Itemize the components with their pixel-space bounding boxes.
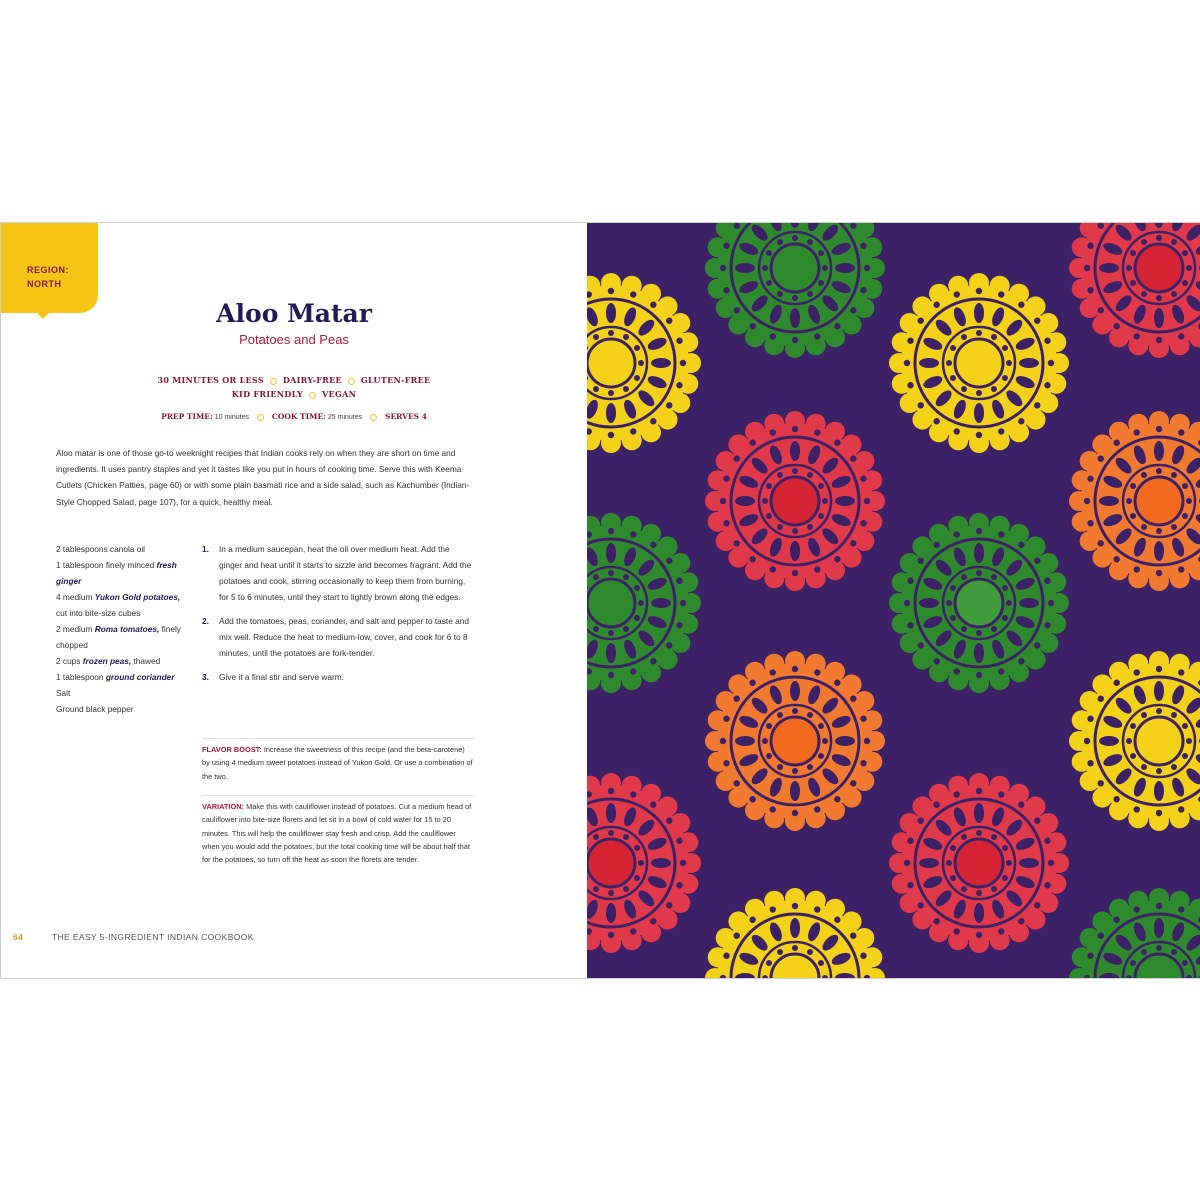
variation-label: VARIATION: bbox=[202, 802, 245, 811]
tag-label: DAIRY-FREE bbox=[282, 375, 342, 385]
separator-dot-icon bbox=[370, 414, 377, 421]
instruction-step bbox=[202, 541, 474, 605]
ingredient-item: 2 medium Roma tomatoes, finely chopped bbox=[56, 624, 181, 650]
mandala-motif bbox=[587, 273, 701, 453]
recipe-title: Aloo Matar bbox=[216, 299, 372, 328]
step-number: 3. bbox=[202, 672, 209, 682]
right-page-pattern bbox=[587, 223, 1200, 978]
mandala-motif bbox=[1069, 888, 1200, 978]
instruction-steps bbox=[202, 541, 474, 693]
instruction-step bbox=[202, 669, 474, 685]
region-value: NORTH bbox=[27, 279, 62, 289]
variation-note bbox=[202, 795, 474, 866]
mandala-motif bbox=[1069, 223, 1200, 358]
mandala-motif bbox=[889, 273, 1069, 453]
mandala-pattern bbox=[587, 223, 1200, 978]
mandala-motif bbox=[705, 223, 885, 358]
left-page bbox=[1, 223, 587, 978]
tag-label: VEGAN bbox=[322, 389, 357, 399]
book-spread bbox=[0, 222, 1200, 979]
recipe-times bbox=[1, 412, 587, 421]
mandala-motif bbox=[705, 411, 885, 591]
tag-label: 30 MINUTES OR LESS bbox=[157, 375, 264, 385]
separator-dot-icon bbox=[309, 392, 316, 399]
tag-label: GLUTEN-FREE bbox=[360, 375, 431, 385]
region-tab-text bbox=[27, 263, 69, 291]
ingredient-item: Ground black pepper bbox=[56, 704, 134, 714]
step-number: 2. bbox=[202, 616, 209, 626]
mandala-motif bbox=[889, 513, 1069, 693]
ingredient-item: 2 cups frozen peas, thawed bbox=[56, 656, 161, 666]
ingredient-item: 1 tablespoon finely minced fresh ginger bbox=[56, 560, 177, 586]
mandala-motif bbox=[1069, 651, 1200, 831]
cook-time-label: COOK TIME: bbox=[271, 412, 326, 421]
mandala-motif bbox=[587, 773, 701, 953]
region-label: REGION: bbox=[27, 265, 70, 275]
separator-dot-icon bbox=[257, 414, 264, 421]
prep-time-label: PREP TIME: bbox=[161, 412, 213, 421]
mandala-motif bbox=[889, 773, 1069, 953]
ingredient-item: 1 tablespoon ground coriander bbox=[56, 672, 175, 682]
flavor-boost-note bbox=[202, 738, 474, 783]
recipe-subtitle: Potatoes and Peas bbox=[239, 332, 349, 347]
flavor-boost-text: Increase the sweetness of this recipe (and the beta-carotene) by using 4 medium sweet potatoes instead of Yukon Gold. Or use a combination of the two. bbox=[202, 745, 473, 781]
dietary-tags-row-1 bbox=[1, 375, 587, 385]
ingredient-item: 2 tablespoons canola oil bbox=[56, 544, 146, 554]
ingredient-list bbox=[56, 541, 186, 717]
prep-time-value: 10 minutes bbox=[214, 414, 249, 421]
step-text: In a medium saucepan, heat the oil over medium heat. Add the ginger and heat until it starts to sizzle and becomes fragrant. Add the potatoes and cook, stirring occasionally to keep them from burning, for 5 to 6 minutes, until they start to lightly brown along the edges. bbox=[219, 544, 472, 602]
separator-dot-icon bbox=[270, 378, 277, 385]
dietary-tags-row-2 bbox=[1, 389, 587, 399]
instruction-step bbox=[202, 613, 474, 661]
ingredient-item: Salt bbox=[56, 688, 71, 698]
step-text: Give it a final stir and serve warm. bbox=[219, 672, 344, 682]
variation-text: Make this with cauliflower instead of potatoes. Cut a medium head of cauliflower into bite-size florets and let sit in a bowl of cold water for 15 to 20 minutes. This will help the cauliflower stay fresh and crisp. Add the cauliflower when you would add the potatoes, but the total cooking time will be about half that for the potatoes, so turn off the heat as soon the florets are tender. bbox=[202, 802, 472, 865]
tag-label: KID FRIENDLY bbox=[231, 389, 304, 399]
separator-dot-icon bbox=[348, 378, 355, 385]
page-footer bbox=[13, 932, 254, 942]
step-number: 1. bbox=[202, 544, 209, 554]
page-number: 64 bbox=[13, 932, 24, 942]
step-text: Add the tomatoes, peas, coriander, and salt and pepper to taste and mix well. Reduce the heat to medium-low, cover, and cook for 6 to 8 minutes, until the potatoes are fork-tender. bbox=[219, 616, 470, 658]
cook-time-value: 25 minutes bbox=[327, 414, 363, 421]
ingredient-item: 4 medium Yukon Gold potatoes, cut into bite-size cubes bbox=[56, 592, 181, 618]
flavor-boost-label: FLAVOR BOOST: bbox=[202, 745, 262, 754]
book-title: THE EASY 5-INGREDIENT INDIAN COOKBOOK bbox=[51, 932, 254, 942]
mandala-motif bbox=[587, 513, 701, 693]
mandala-motif bbox=[1069, 411, 1200, 591]
recipe-intro: Aloo matar is one of those go-to weeknight recipes that Indian cooks rely on when they are short on time and ingredients. It uses pantry staples and yet it tastes like you put in hours of cooking time. Serve this with Keema Cutlets (Chicken Patties, page 60) or with some plain basmati rice and a side salad, such as Kachumber (Indian-Style Chopped Salad, page 107), for a quick, healthy meal. bbox=[56, 448, 470, 507]
mandala-motif bbox=[705, 888, 885, 978]
serves-label: SERVES 4 bbox=[385, 412, 427, 421]
mandala-motif bbox=[705, 651, 885, 831]
